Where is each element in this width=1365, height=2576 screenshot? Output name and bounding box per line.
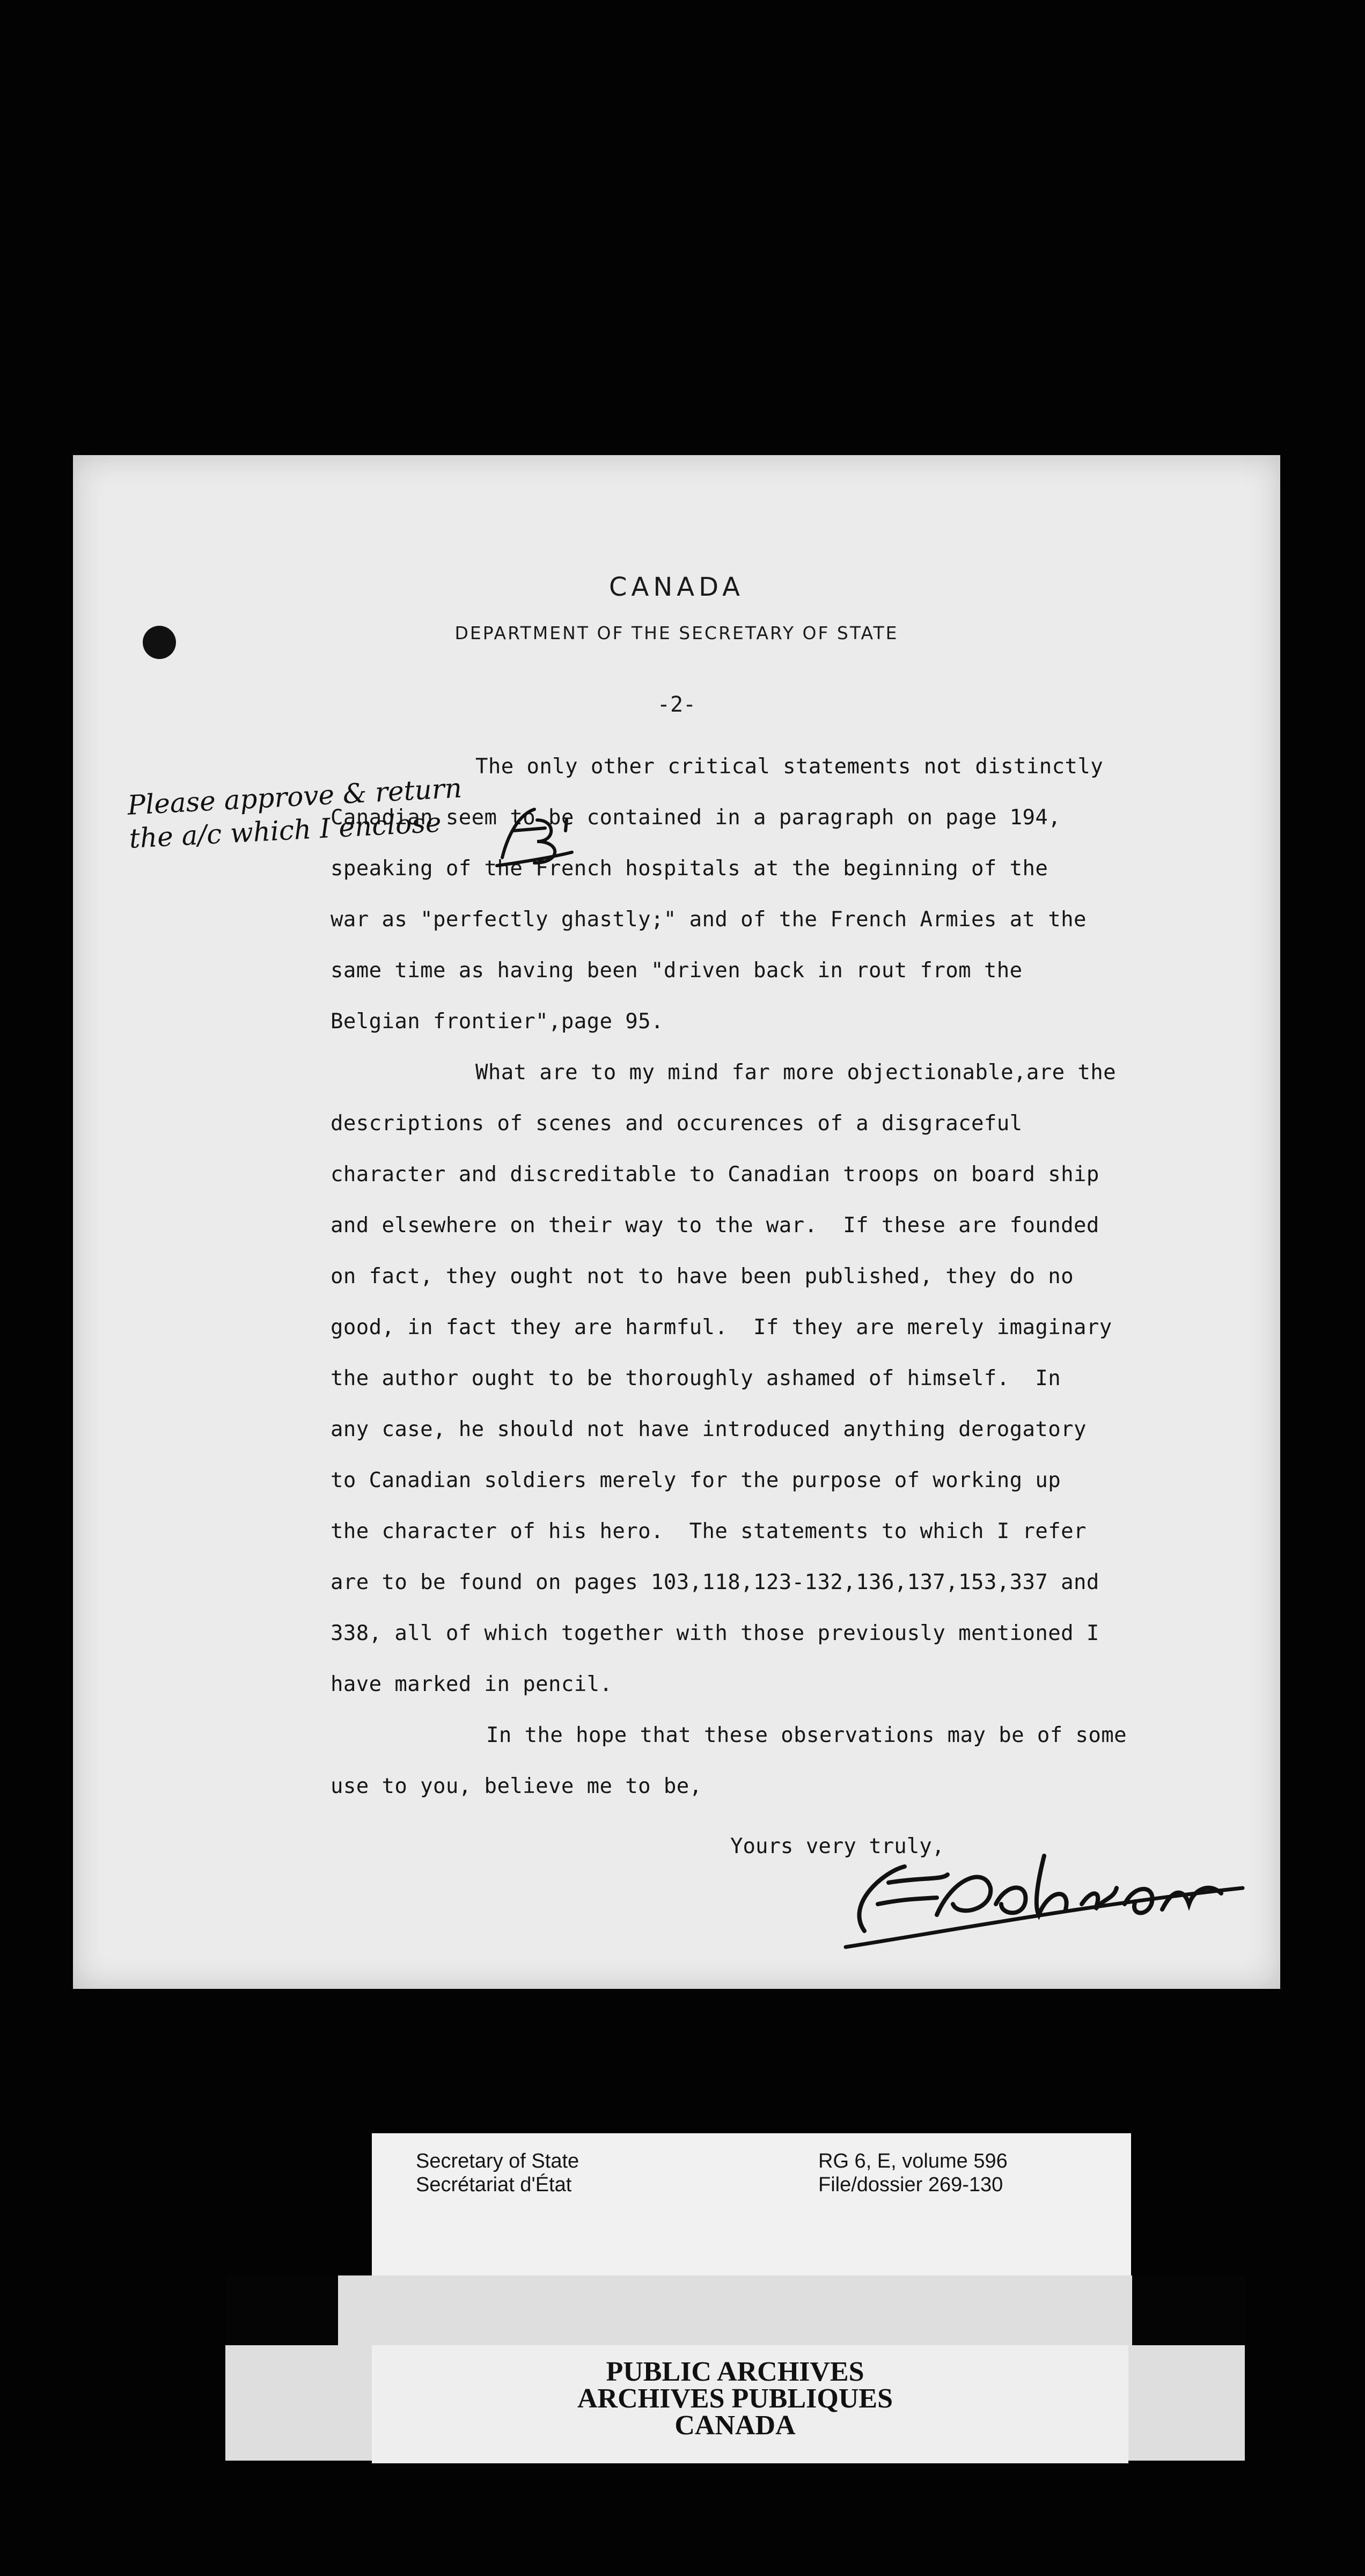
letter-page bbox=[73, 455, 1280, 1989]
stamp-line-country: CANADA bbox=[674, 2410, 796, 2441]
body-line: character and discreditable to Canadian troops on board ship bbox=[331, 1162, 1099, 1187]
body-line: use to you, believe me to be, bbox=[331, 1774, 702, 1798]
stamp-line-french: ARCHIVES PUBLIQUES bbox=[577, 2383, 893, 2414]
body-line: have marked in pencil. bbox=[331, 1672, 613, 1696]
letterhead-department: DEPARTMENT OF THE SECRETARY OF STATE bbox=[454, 623, 899, 643]
closing: Yours very truly, bbox=[730, 1834, 945, 1858]
body-line: and elsewhere on their way to the war. If these are founded bbox=[331, 1213, 1099, 1238]
org-french: Secrétariat d'État bbox=[416, 2174, 572, 2196]
stamp-line-english: PUBLIC ARCHIVES bbox=[606, 2357, 864, 2387]
handwritten-margin-note: Please approve & return the a/c which I enclose bbox=[127, 772, 463, 854]
body-line: war as "perfectly ghastly;" and of the French Armies at the bbox=[331, 908, 1087, 932]
body-line: The only other critical statements not distinctly bbox=[475, 755, 1104, 779]
body-line: the character of his hero. The statements to which I refer bbox=[331, 1519, 1087, 1543]
body-line: any case, he should not have introduced anything derogatory bbox=[331, 1417, 1087, 1441]
body-line: In the hope that these observations may be of some bbox=[486, 1723, 1127, 1747]
page-number: -2- bbox=[657, 692, 696, 717]
body-line: What are to my mind far more objectionable,are the bbox=[475, 1060, 1116, 1085]
org-english: Secretary of State bbox=[416, 2150, 579, 2172]
label-organization bbox=[416, 2149, 579, 2197]
record-group: RG 6, E, volume 596 bbox=[818, 2150, 1008, 2172]
body-line: descriptions of scenes and occurences of a disgraceful bbox=[331, 1111, 1023, 1136]
body-line: Canadian seem to be contained in a paragraph on page 194, bbox=[331, 806, 1061, 830]
archives-stamp bbox=[225, 2275, 1245, 2461]
body-line: Belgian frontier",page 95. bbox=[331, 1009, 664, 1034]
body-line: on fact, they ought not to have been published, they do no bbox=[331, 1264, 1074, 1289]
stamp-notch bbox=[225, 2275, 338, 2345]
stamp-text bbox=[225, 2359, 1245, 2439]
body-line: 338, all of which together with those previously mentioned I bbox=[331, 1621, 1099, 1645]
initials-mark bbox=[486, 799, 583, 874]
letterhead-country: CANADA bbox=[608, 572, 745, 602]
stamp-notch bbox=[1132, 2275, 1245, 2345]
body-line: good, in fact they are harmful. If they are merely imaginary bbox=[331, 1315, 1112, 1340]
body-line: the author ought to be thoroughly ashamed of himself. In bbox=[331, 1366, 1061, 1391]
body-line: to Canadian soldiers merely for the purpose of working up bbox=[331, 1468, 1061, 1492]
body-line: speaking of the French hospitals at the beginning of the bbox=[331, 857, 1048, 881]
label-reference bbox=[818, 2149, 1008, 2197]
signature-image bbox=[813, 1824, 1253, 1963]
file-number: File/dossier 269-130 bbox=[818, 2174, 1003, 2196]
body-line: same time as having been "driven back in rout from the bbox=[331, 958, 1023, 983]
body-line: are to be found on pages 103,118,123-132,136,137,153,337 and bbox=[331, 1570, 1099, 1594]
